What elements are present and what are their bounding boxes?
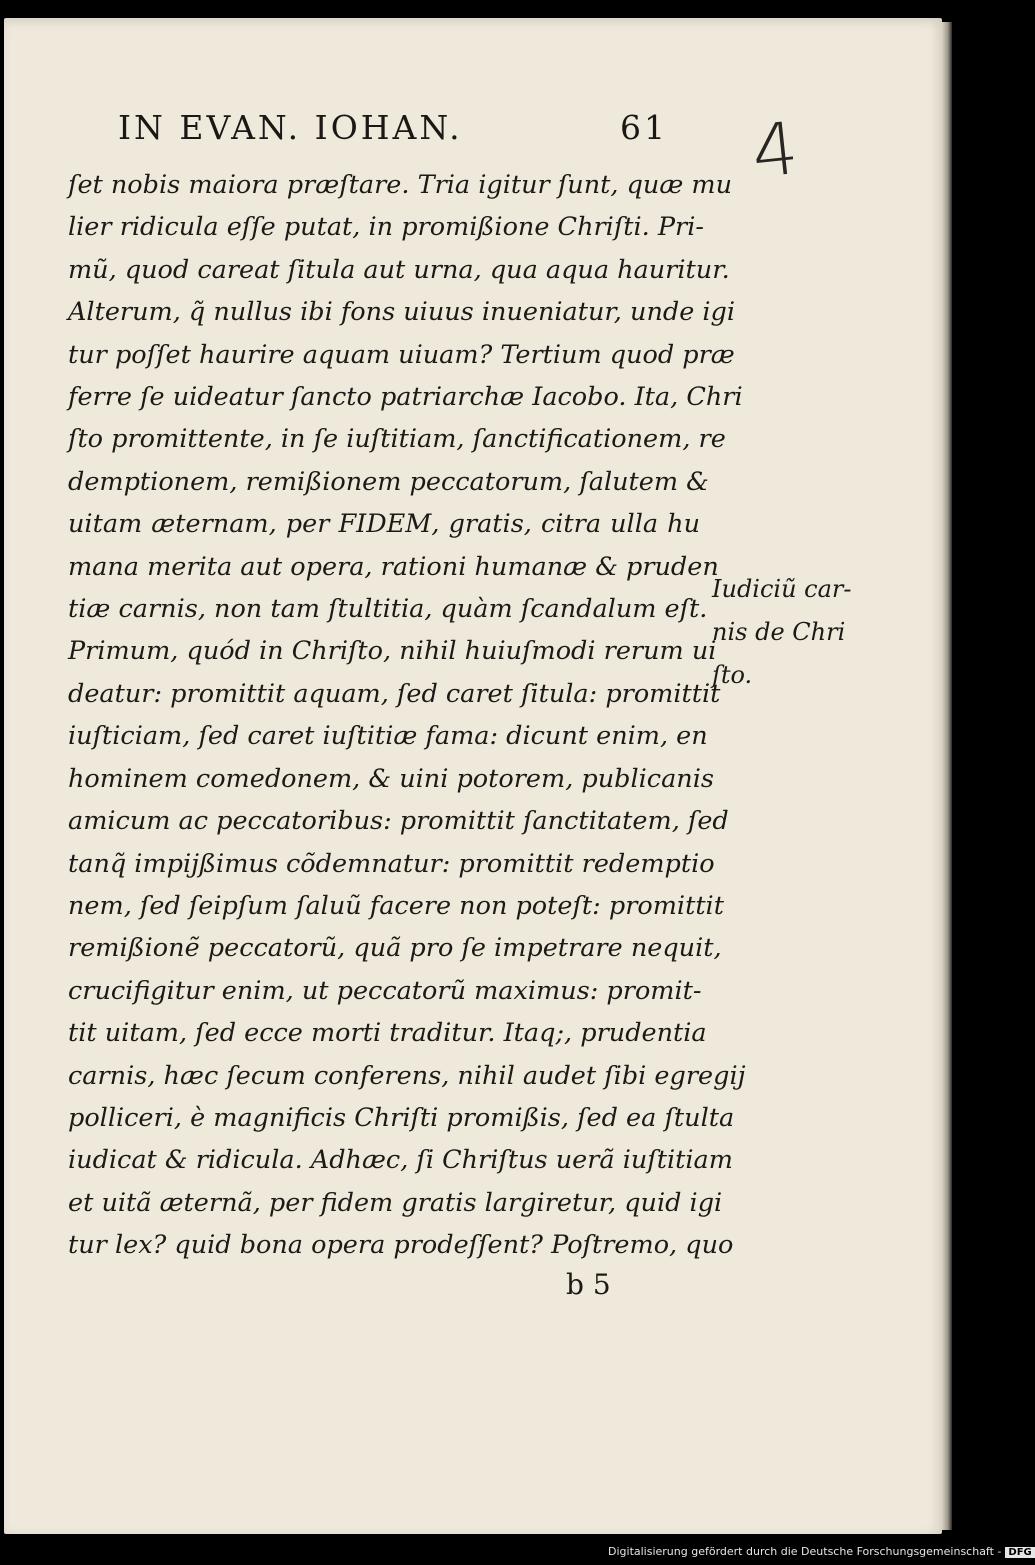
- text-line: Primum, quód in Chriſto, nihil huiuſmodi rerum ui: [68, 636, 717, 667]
- page-edge: [942, 22, 952, 1530]
- text-line: iuſticiam, ſed caret iuſtitiæ fama: dicunt enim, en: [68, 721, 708, 752]
- text-line: tanq̃ impijßimus cõdemnatur: promittit redemptio: [68, 848, 715, 879]
- text-line: hominem comedonem, & uini potorem, publicanis: [68, 763, 714, 794]
- credit-text: Digitalisierung gefördert durch die Deutsche Forschungsgemeinschaft -: [608, 1545, 1002, 1558]
- text-line: carnis, hæc ſecum conferens, nihil audet ſibi egregij: [68, 1060, 746, 1091]
- running-title: IN EVAN. IOHAN.: [118, 108, 463, 147]
- folio-number: 61: [620, 108, 668, 147]
- running-header: [118, 108, 678, 158]
- main-text-block: [68, 164, 746, 1267]
- marginal-line: ſto.: [712, 661, 753, 689]
- text-line: deatur: promittit aquam, ſed caret ſitula: promittit: [68, 678, 721, 709]
- text-line: demptionem, remißionem peccatorum, ſalutem &: [68, 466, 709, 497]
- text-line: ſet nobis maiora præſtare. Tria igitur ſunt, quæ mu: [68, 170, 733, 200]
- text-line: iudicat & ridicula. Adhæc, ſi Chriſtus uerã iuſtitiam: [68, 1145, 733, 1176]
- text-line: uitam æternam, per FIDEM, gratis, citra ulla hu: [68, 509, 700, 540]
- text-line: et uitã æternã, per fidem gratis largiretur, quid igi: [68, 1187, 723, 1218]
- dfg-logo: DFG: [1005, 1547, 1034, 1558]
- text-line: ferre ſe uideatur ſancto patriarchæ Iacobo. Ita, Chri: [68, 382, 743, 413]
- text-line: mana merita aut opera, rationi humanæ & pruden: [68, 551, 719, 582]
- handwritten-page-number: 4: [747, 105, 803, 195]
- text-line: tiæ carnis, non tam ſtultitia, quàm ſcandalum eſt.: [68, 594, 708, 625]
- text-line: tit uitam, ſed ecce morti traditur. Itaq;, prudentia: [68, 1018, 707, 1049]
- digitization-credit: [608, 1545, 1035, 1558]
- text-line: remißionẽ peccatorũ, quã pro ſe impetrare nequit,: [68, 933, 722, 964]
- text-line: tur poſſet haurire aquam uiuam? Tertium quod præ: [68, 339, 735, 370]
- text-line: Alterum, q̃ nullus ibi fons uiuus inueniatur, unde igi: [68, 297, 736, 328]
- marginal-line: nis de Chri: [712, 618, 846, 646]
- text-line: polliceri, è magnificis Chriſti promißis, ſed ea ſtulta: [68, 1102, 735, 1133]
- text-line: tur lex? quid bona opera prodeſſent? Poſtremo, quo: [68, 1230, 734, 1261]
- signature-mark: b 5: [566, 1268, 611, 1301]
- text-line: nem, ſed ſeipſum ſaluũ facere non poteſt: promittit: [68, 890, 724, 921]
- text-line: amicum ac peccatoribus: promittit ſanctitatem, ſed: [68, 806, 729, 837]
- text-line: crucifigitur enim, ut peccatorũ maximus: promit-: [68, 975, 702, 1006]
- text-line: mũ, quod careat ſitula aut urna, qua aqua hauritur.: [68, 254, 730, 285]
- marginal-note: [712, 568, 872, 697]
- text-line: ſto promittente, in ſe iuſtitiam, ſanctificationem, re: [68, 424, 726, 455]
- text-line: lier ridicula eſſe putat, in promißione Chriſti. Pri-: [68, 212, 705, 243]
- marginal-line: Iudiciũ car-: [712, 575, 852, 603]
